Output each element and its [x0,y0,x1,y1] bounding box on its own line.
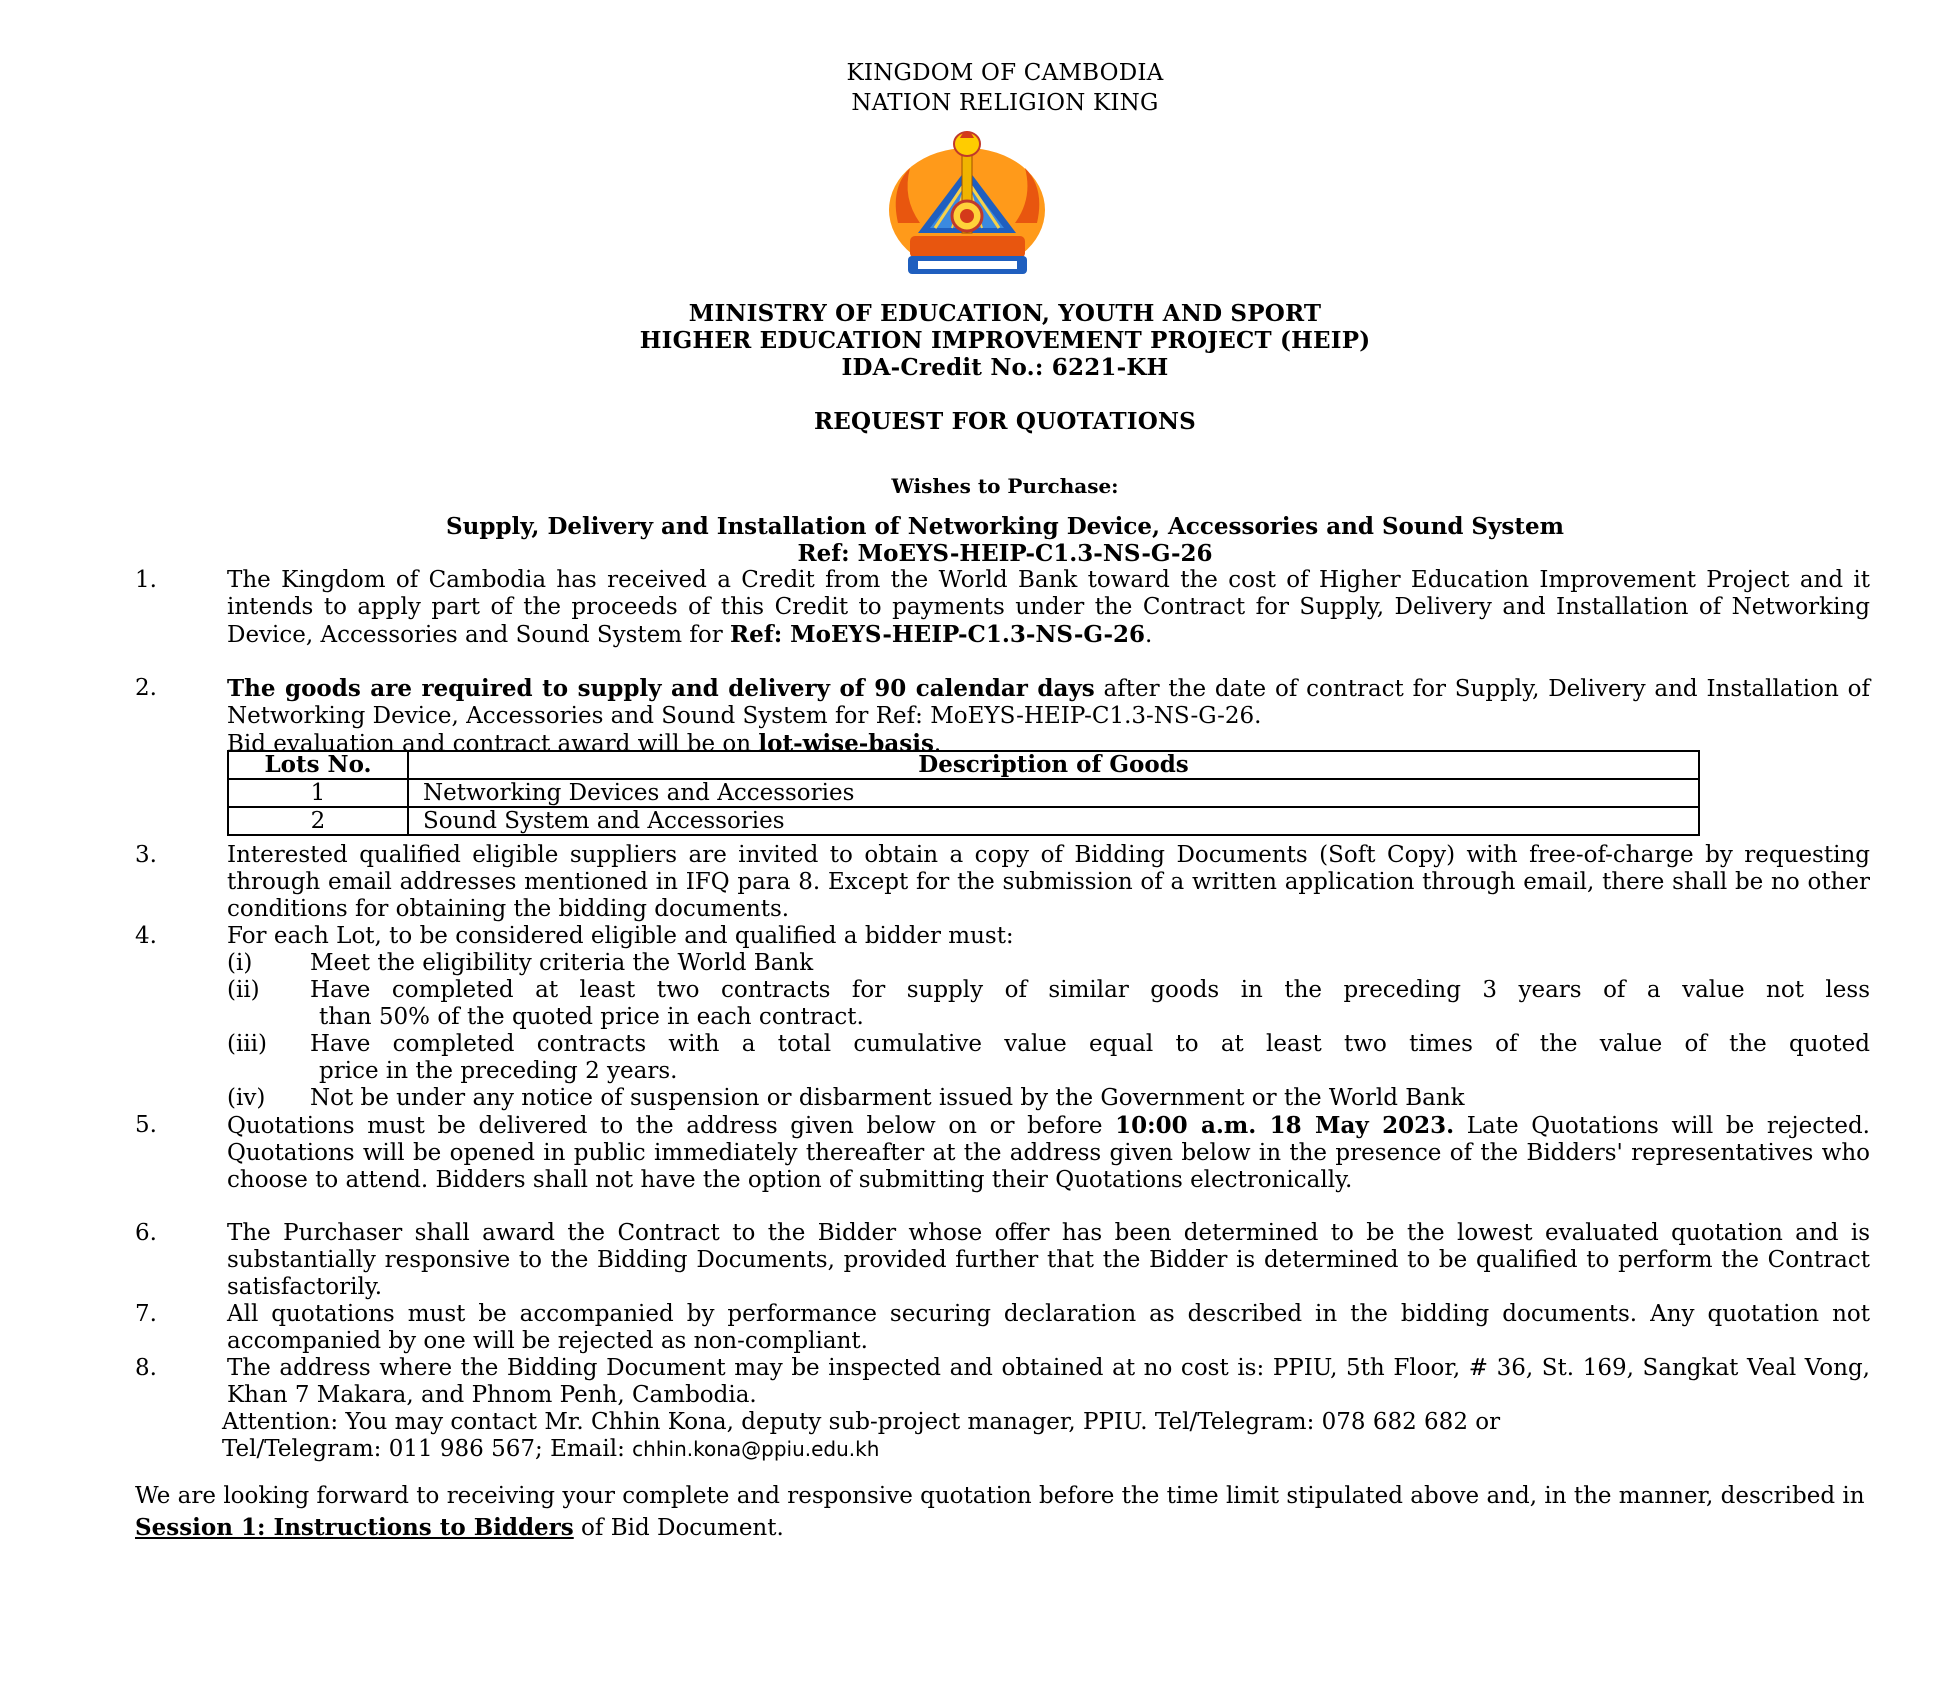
criteria-text: Not be under any notice of suspension or disbarment issued by the Government or the World Bank [310,1085,1465,1111]
table-row [228,807,1699,835]
header-motto: NATION RELIGION KING [851,90,1159,116]
paragraph-8 [135,1355,1870,1463]
criteria-continuation: than 50% of the quoted price in each contract. [319,1004,864,1030]
paragraph-text: Quotations must be delivered to the address given below on or before [227,1113,1116,1139]
paragraph-number: 7. [135,1301,157,1327]
paragraph-3 [135,842,1870,923]
lot-description: Sound System and Accessories [408,807,1699,835]
paragraph-ref: Ref: MoEYS-HEIP-C1.3-NS-G-26 [730,621,1146,648]
paragraph-number: 1. [135,567,157,593]
project-name: HIGHER EDUCATION IMPROVEMENT PROJECT (HEIP) [639,327,1371,354]
closing-paragraph [135,1480,1875,1544]
lot-number: 1 [228,779,408,807]
paragraph-6 [135,1220,1870,1301]
paragraph-1 [135,567,1870,649]
evaluation-text: Bid evaluation and contract award will be on [227,731,759,757]
paragraph-4 [135,923,1870,950]
credit-number: IDA-Credit No.: 6221-KH [841,354,1169,381]
ministry-name: MINISTRY OF EDUCATION, YOUTH AND SPORT [688,300,1322,327]
paragraph-text: The Kingdom of Cambodia has received a Credit from the World Bank toward the cost of Higher Education Improvement Project and it intends to apply part of the proceeds of this Credit to payments under the Contract for Supply, Delivery and Installation of Networking Device, Accessories and Sound System for [227,567,1870,648]
wishes-to-purchase: Wishes to Purchase: [891,474,1119,498]
table-row [228,779,1699,807]
paragraph-end: . [1145,622,1153,648]
deadline: 10:00 a.m. 18 May 2023. [1115,1112,1455,1139]
instructions-link[interactable]: Session 1: Instructions to Bidders [135,1514,574,1541]
paragraph-text: For each Lot, to be considered eligible and qualified a bidder must: [227,923,1014,949]
lot-description: Networking Devices and Accessories [408,779,1699,807]
column-header-description: Description of Goods [408,751,1699,779]
criteria-item [227,1085,1870,1112]
evaluation-basis: lot-wise-basis [758,730,934,757]
paragraph-text: The Purchaser shall award the Contract to the Bidder whose offer has been determined to be the lowest evaluated quotation and is substantially responsive to the Bidding Documents, provided further that the Bidder is determined to be qualified to perform the Contract satisfactorily. [227,1220,1870,1300]
paragraph-number: 2. [135,675,157,701]
criteria-item [227,950,1870,977]
paragraph-text: The address where the Bidding Document may be inspected and obtained at no cost is: PPIU, 5th Floor, # 36, St. 169, Sangkat Veal Vong, Khan 7 Makara, and Phnom Penh, Cambodia. [227,1355,1870,1408]
paragraph-text: Interested qualified eligible suppliers are invited to obtain a copy of Bidding Documents (Soft Copy) with free-of-charge by requesting through email addresses mentioned in IFQ para 8. Except for the submission of a written application through email, there shall be no other conditions for obtaining the bidding documents. [227,842,1870,922]
criteria-number: (i) [227,950,253,976]
closing-text: We are looking forward to receiving your complete and responsive quotation before the time limit stipulated above and, in the manner, described in [135,1483,1865,1509]
criteria-continuation: price in the preceding 2 years. [319,1058,678,1084]
lots-table [227,750,1700,836]
closing-end: of Bid Document. [573,1515,784,1541]
criteria-number: (iii) [227,1031,268,1057]
criteria-item [227,977,1870,1031]
attention-line: Attention: You may contact Mr. Chhin Kona, deputy sub-project manager, PPIU. Tel/Telegram: 078 682 682 or [222,1409,1501,1435]
criteria-text: Have completed contracts with a total cumulative value equal to at least two times of the value of the quoted [310,1031,1870,1057]
paragraph-number: 6. [135,1220,157,1246]
paragraph-number: 3. [135,842,157,868]
lot-number: 2 [228,807,408,835]
column-header-lots-no: Lots No. [228,751,408,779]
paragraph-number: 4. [135,923,157,949]
paragraph-5 [135,1112,1870,1194]
email-link[interactable]: chhin.kona@ppiu.edu.kh [632,1437,880,1461]
table-header-row [228,751,1699,779]
document-title: REQUEST FOR QUOTATIONS [813,408,1196,435]
paragraph-text: after the date of contract for Supply, Delivery and Installation of Networking Device, Accessories and Sound System for Ref: MoEYS-HEIP-C1.3-NS-G-26. [227,676,1870,729]
paragraph-text: All quotations must be accompanied by performance securing declaration as described in the bidding documents. Any quotation not accompanied by one will be rejected as non-compliant. [227,1301,1870,1354]
paragraph-bold-lead: The goods are required to supply and delivery of 90 calendar days [227,675,1095,702]
criteria-number: (ii) [227,977,260,1003]
paragraph-2 [135,675,1870,758]
criteria-text: Meet the eligibility criteria the World Bank [310,950,814,976]
criteria-text: Have completed at least two contracts for supply of similar goods in the preceding 3 years of a value not less [310,977,1870,1003]
evaluation-end: . [933,731,942,757]
paragraph-number: 5. [135,1112,157,1138]
header-kingdom: KINGDOM OF CAMBODIA [846,60,1164,86]
contact-line: Tel/Telegram: 011 986 567; Email: [222,1436,633,1462]
purchase-ref: Ref: MoEYS-HEIP-C1.3-NS-G-26 [797,540,1213,567]
criteria-number: (iv) [227,1085,266,1111]
purchase-subject: Supply, Delivery and Installation of Networking Device, Accessories and Sound System [446,513,1564,540]
ministry-seal-emblem-icon [880,128,1055,283]
paragraph-text-end: Late Quotations will be rejected. Quotations will be opened in public immediately thereafter at the address given below in the presence of the Bidders' representatives who choose to attend. Bidders shall not have the option of submitting their Quotations electronically. [227,1113,1870,1193]
paragraph-7 [135,1301,1870,1355]
criteria-item [227,1031,1870,1085]
paragraph-number: 8. [135,1355,157,1381]
